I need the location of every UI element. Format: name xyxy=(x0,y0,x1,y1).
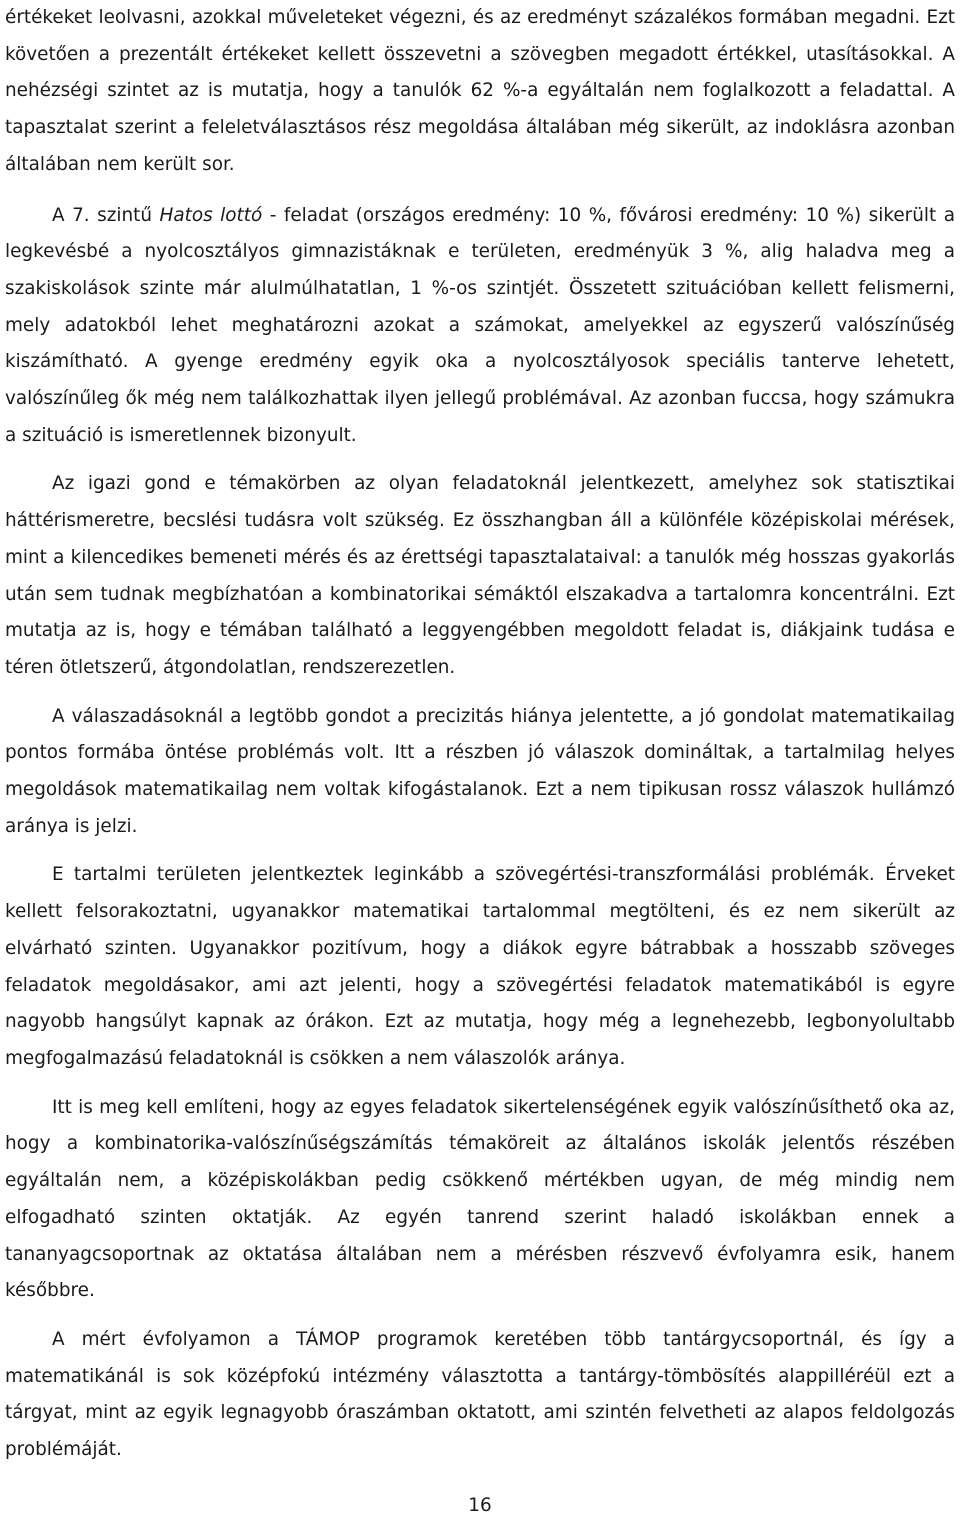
paragraph-5: E tartalmi területen jelentkeztek leginkább a szövegértési-transzformálási problémák. Érveket kellett felsorakoztatni, ugyanakkor matematikai tartalommal megtölteni, és ez nem sikerült az elvárható szinten. Ugyanakkor pozitívum, hogy a diákok egyre bátrabbak a hosszabb szöveges feladatok megoldásakor, ami azt jelenti, hogy a szövegértési feladatok matematikából is egyre nagyobb hangsúlyt kapnak az órákon. Ezt az mutatja, hogy még a legnehezebb, legbonyolultabb megfogalmazású feladatoknál is csökken a nem válaszolók aránya. xyxy=(5,864,955,1069)
paragraph-4: A válaszadásoknál a legtöbb gondot a precizitás hiánya jelentette, a jó gondolat matematikailag pontos formába öntése problémás volt. Itt a részben jó válaszok domináltak, a tartalmilag helyes megoldások matematikailag nem voltak kifogástalanok. Ezt a nem tipikusan rossz válaszok hullámzó aránya is jelzi. xyxy=(5,705,955,837)
paragraph-6: Itt is meg kell említeni, hogy az egyes feladatok sikertelenségének egyik valószínűsíthető oka az, hogy a kombinatorika-valószínűségszámítás témaköreit az általános iskolák jelentős részében egyáltalán nem, a középiskolákban pedig csökkenő mértékben ugyan, de még mindig nem elfogadható szinten oktatják. Az egyén tanrend szerint haladó iskolákban ennek a tananyagcsoportnak az oktatása általában nem a mérésben részvevő évfolyamra esik, hanem későbbre. xyxy=(5,1096,955,1302)
paragraph-1: értékeket leolvasni, azokkal műveleteket végezni, és az eredményt százalékos formában megadni. Ezt követően a prezentált értékeket kellett összevetni a szövegben megadott értékkel, utasításokkal. A nehézségi szintet az is mutatja, hogy a tanulók 62 %-a egyáltalán nem foglalkozott a feladattal. A tapasztalat szerint a feleletválasztásos rész megoldása általában még sikerült, az indoklásra azonban általában nem került sor. xyxy=(5,7,955,175)
paragraph-2-italic-title: Hatos lottó xyxy=(159,204,263,226)
paragraph-7: A mért évfolyamon a TÁMOP programok keretében több tantárgycsoportnál, és így a matematikánál is sok középfokú intézmény választotta a tantárgy-tömbösítés alappilléréül ezt a tárgyat, mint az egyik legnagyobb óraszámban oktatott, ami szintén felvetheti az alapos feldolgozás problémáját. xyxy=(5,1328,955,1461)
paragraph-3: Az igazi gond e témakörben az olyan feladatoknál jelentkezett, amelyhez sok statisztikai háttérismeretre, becslési tudásra volt szükség. Ez összhangban áll a különféle középiskolai mérések, mint a kilencedikes bemeneti mérés és az érettségi tapasztalataival: a tanulók még hosszas gyakorlás után sem tudnak megbízhatóan a kombinatorikai sémáktól elszakadva a tartalomra koncentrálni. Ezt mutatja az is, hogy e témában található a leggyengébben megoldott feladat is, diákjaink tudása e téren ötletszerű, átgondolatlan, rendszerezetlen. xyxy=(5,473,955,678)
paragraph-2 xyxy=(5,198,955,455)
document-body xyxy=(5,0,955,1469)
paragraph-2-before: A 7. szintű xyxy=(52,204,160,226)
paragraph-2-after: - feladat (országos eredmény: 10 %, fővárosi eredmény: 10 %) sikerült a legkevésbé a nyolcosztályos gimnazistáknak e területen, eredményük 3 %, alig haladva meg a szakiskolások szinte már alulmúlhatatlan, 1 %-os szintjét. Összetett szituációban kellett felismerni, mely adatokból lehet meghatározni azokat a számokat, amelyekkel az egyszerű valószínűség kiszámítható. A gyenge eredmény egyik oka a nyolcosztályosok speciális tanterve lehetett, valószínűleg ők még nem találkozhattak ilyen jellegű problémával. Az azonban fuccsa, hogy számukra a szituáció is ismeretlennek bizonyult. xyxy=(5,204,955,446)
page-number: 16 xyxy=(468,1495,492,1516)
